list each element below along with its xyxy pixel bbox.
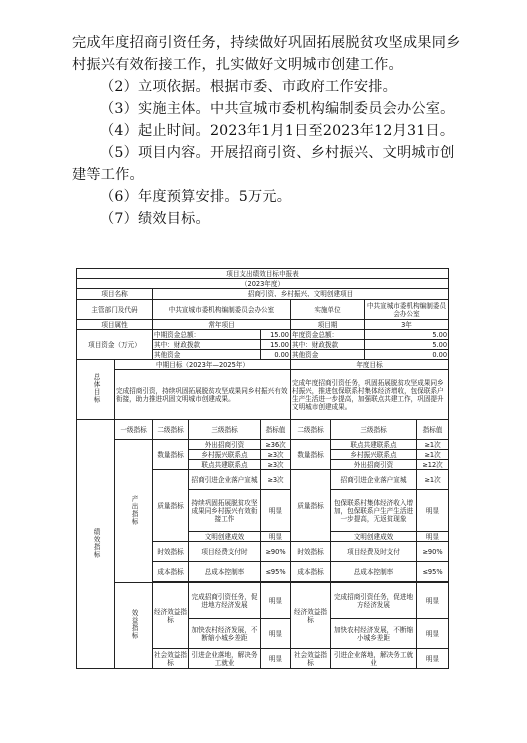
header-value-left: 指标值 <box>261 420 291 440</box>
social-left-value: 明显 <box>261 649 291 669</box>
time-right: 项目经费及时支付 <box>331 542 417 562</box>
fund-total-label: 中期资金总额： <box>153 330 261 340</box>
output-label: 产出指标 <box>115 440 153 583</box>
qty-label-right: 数量指标 <box>291 440 331 470</box>
qty-left-1-value: ≥36次 <box>261 440 291 450</box>
project-name-label: 项目名称 <box>77 289 153 300</box>
mid-goal-text: 完成招商引资，持续巩固拓展脱贫攻坚成果同乡村振兴有效衔接，助力推进巩固文明城市创建成果。 <box>115 370 291 420</box>
fund-year-other-label: 其他资金 <box>291 350 365 360</box>
qual-label-left: 质量指标 <box>153 470 189 542</box>
fund-year-other-value: 0.00 <box>365 350 449 360</box>
qual-right-3-value: 明显 <box>417 532 449 542</box>
qty-right-1-value: ≥1次 <box>417 440 449 450</box>
social-right: 引进企业落地，解决务工就业 <box>331 649 417 669</box>
qual-left-3-value: 明显 <box>261 532 291 542</box>
social-left: 引进企业落地，解决务工就业 <box>189 649 261 669</box>
fund-year-total-label: 年度资金总额： <box>291 330 365 340</box>
header-level3-right: 三级指标 <box>331 420 417 440</box>
qual-left-3: 文明创建成效 <box>189 532 261 542</box>
table-title: 项目支出绩效目标申报表 <box>77 269 449 279</box>
qty-left-3: 联点共建联系点 <box>189 460 261 470</box>
cost-left-value: ≤95% <box>261 562 291 582</box>
dept-label: 主管部门及代码 <box>77 300 153 320</box>
qty-left-2-value: ≥3次 <box>261 450 291 460</box>
fund-fiscal-value: 15.00 <box>261 340 291 350</box>
econ-left-1: 完成招商引资任务，促进地方经济发展 <box>189 583 261 619</box>
social-label-left: 社会效益指标 <box>154 650 187 667</box>
header-level3-left: 三级指标 <box>189 420 261 440</box>
time-left-value: ≥90% <box>261 542 291 562</box>
fund-other-label: 其他资金 <box>153 350 261 360</box>
performance-target-table <box>76 268 449 669</box>
fund-fiscal-label: 其中：财政拨款 <box>153 340 261 350</box>
project-name: 招商引资、乡村振兴、文明创建项目 <box>153 289 449 300</box>
mid-goal-label: 中期目标（2023年—2025年） <box>115 360 291 370</box>
paragraph-6: （6）年度预算安排。5万元。 <box>100 189 292 205</box>
time-label-left: 时效指标 <box>153 542 189 562</box>
dept-value: 中共宣城市委机构编制委员会办公室 <box>153 300 291 320</box>
fund-other-value: 0.00 <box>261 350 291 360</box>
period-value: 3年 <box>365 320 449 330</box>
qual-right-2: 包保联系村集体经济收入增加，包保联系户生产生活进一步提高，无返贫现象 <box>331 490 417 532</box>
econ-right-2-value: 明显 <box>417 619 449 649</box>
time-right-value: ≥90% <box>417 542 449 562</box>
qual-right-2-value: 明显 <box>417 490 449 532</box>
econ-label-left: 经济效益指标 <box>153 583 189 649</box>
fund-label: 项目资金（万元） <box>77 330 153 360</box>
cost-label-right: 成本指标 <box>291 562 331 582</box>
paragraph-1: 完成年度招商引资任务，持续做好巩固拓展脱贫攻坚成果同乡村振兴有效衔接工作，扎实做好文明城市创建工作。 <box>72 35 461 73</box>
time-label-right: 时效指标 <box>291 542 331 562</box>
qual-right-1: 招商引进企业落户宣城 <box>331 470 417 490</box>
qty-right-3-value: ≥12次 <box>417 460 449 470</box>
econ-right-1: 完成招商引资任务，促进地方经济发展 <box>331 583 417 619</box>
fund-year-fiscal-label: 其中：财政拨款 <box>291 340 365 350</box>
econ-right-1-value: 明显 <box>417 583 449 619</box>
header-level2-right: 二级指标 <box>291 420 331 440</box>
qty-right-3: 外出招商引资 <box>331 460 417 470</box>
qual-left-1: 招商引进企业落户宣城 <box>189 470 261 490</box>
paragraph-5: （5）项目内容。开展招商引资、乡村振兴、文明城市创建等工作。 <box>72 145 455 183</box>
qty-left-3-value: ≥3次 <box>261 460 291 470</box>
paragraph-2: （2）立项依据。根据市委、市政府工作安排。 <box>100 79 397 95</box>
perf-label: 绩效指标 <box>77 420 115 669</box>
econ-left-2: 加快农村经济发展，不断缩小城乡差距 <box>189 619 261 649</box>
qual-left-2: 持续巩固拓展脱贫攻坚成果同乡村振兴有效衔接工作 <box>189 490 261 532</box>
paragraph-4: （4）起止时间。2023年1月1日至2023年12月31日。 <box>100 123 455 139</box>
qty-label-left: 数量指标 <box>153 440 189 470</box>
social-label-right: 社会效益指标 <box>291 649 331 669</box>
cost-right-value: ≤95% <box>417 562 449 582</box>
paragraph-7: （7）绩效目标。 <box>100 211 210 227</box>
fund-total-value: 15.00 <box>261 330 291 340</box>
econ-left-2-value: 明显 <box>261 619 291 649</box>
year-goal-label: 年度目标 <box>291 360 449 370</box>
qty-right-2: 乡村振兴联系点 <box>331 450 417 460</box>
header-value-right: 指标值 <box>417 420 449 440</box>
social-right-value: 明显 <box>417 649 449 669</box>
table-year: （2023年度） <box>77 279 449 289</box>
econ-left-1-value: 明显 <box>261 583 291 619</box>
qual-left-1-value: ≥3次 <box>261 470 291 490</box>
qual-left-2-value: 明显 <box>261 490 291 532</box>
paragraph-3: （3）实施主体。中共宣城市委机构编制委员会办公室。 <box>100 101 455 117</box>
cost-label-left: 成本指标 <box>153 562 189 582</box>
qual-label-right: 质量指标 <box>291 470 331 542</box>
econ-right-2: 加快农村经济发展，不断缩小城乡差距 <box>331 619 417 649</box>
time-left: 项目经费支付时 <box>189 542 261 562</box>
header-level1: 一级指标 <box>115 420 153 440</box>
econ-label-right: 经济效益指标 <box>291 583 331 649</box>
effect-label: 效益指标 <box>115 583 153 669</box>
attr-value: 常年项目 <box>153 320 291 330</box>
cost-right: 总成本控制率 <box>331 562 417 582</box>
qty-left-1: 外出招商引资 <box>189 440 261 450</box>
impl-label: 实施单位 <box>291 300 365 320</box>
fund-year-fiscal-value: 5.00 <box>365 340 449 350</box>
impl-value: 中共宣城市委机构编制委员会办公室 <box>365 300 449 320</box>
cost-left: 总成本控制率 <box>189 562 261 582</box>
period-label: 项目期 <box>291 320 365 330</box>
body-text <box>72 32 464 230</box>
qty-right-1: 联点共建联系点 <box>331 440 417 450</box>
overall-goal-label: 总体目标 <box>77 360 115 420</box>
qual-right-1-value: ≥1次 <box>417 470 449 490</box>
qty-right-2-value: ≥1次 <box>417 450 449 460</box>
year-goal-text: 完成年度招商引资任务，巩固拓展脱贫攻坚成果同乡村振兴，推进包保联系村集体经济增收，包保联系户生产生活进一步提高，加强联点共建工作，巩固提升文明城市创建成果。 <box>291 370 449 420</box>
fund-year-total-value: 5.00 <box>365 330 449 340</box>
header-level2-left: 二级指标 <box>153 420 189 440</box>
attr-label: 项目属性 <box>77 320 153 330</box>
qual-right-3: 文明创建成效 <box>331 532 417 542</box>
qty-left-2: 乡村振兴联系点 <box>189 450 261 460</box>
